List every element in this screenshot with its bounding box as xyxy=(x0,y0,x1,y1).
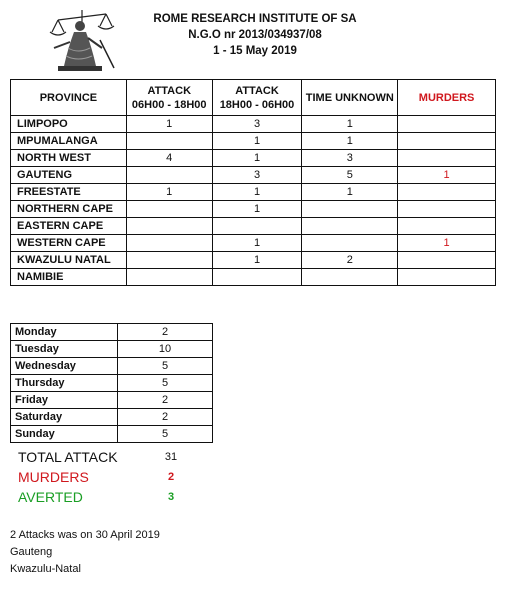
table-row: MPUMALANGA 1 1 xyxy=(11,133,496,150)
table-row: Monday 2 xyxy=(11,324,213,341)
table-header-row xyxy=(11,80,496,116)
averted-value: 3 xyxy=(167,491,175,503)
lady-justice-logo xyxy=(44,8,124,74)
note-line-2: Gauteng xyxy=(10,546,53,558)
murders-value: 2 xyxy=(167,471,175,483)
note-line-1: 2 Attacks was on 30 April 2019 xyxy=(10,529,160,541)
report-header xyxy=(150,11,360,59)
table-row: Tuesday 10 xyxy=(11,341,213,358)
table-row: KWAZULU NATAL 1 2 xyxy=(11,252,496,269)
averted-label: AVERTED xyxy=(18,489,83,505)
table-row: Thursday 5 xyxy=(11,375,213,392)
province-attack-table xyxy=(10,79,496,286)
table-row: WESTERN CAPE 1 1 xyxy=(11,235,496,252)
header-province: PROVINCE xyxy=(11,80,127,116)
table-row: GAUTENG 3 5 1 xyxy=(11,167,496,184)
table-row: Saturday 2 xyxy=(11,409,213,426)
table-row: NAMIBIE xyxy=(11,269,496,286)
header-attack-day: ATTACK 06H00 - 18H00 xyxy=(126,80,212,116)
table-row: FREESTATE 1 1 1 xyxy=(11,184,496,201)
ngo-number: N.G.O nr 2013/034937/08 xyxy=(188,29,322,41)
weekday-attack-table xyxy=(10,323,213,443)
table-row: Sunday 5 xyxy=(11,426,213,443)
header-murders: MURDERS xyxy=(398,80,496,116)
note-line-3: Kwazulu-Natal xyxy=(10,563,81,575)
total-attack-value: 31 xyxy=(164,451,178,463)
table-row: NORTHERN CAPE 1 xyxy=(11,201,496,218)
murders-label: MURDERS xyxy=(18,469,89,485)
total-attack-label: TOTAL ATTACK xyxy=(18,449,118,465)
header-attack-night: ATTACK 18H00 - 06H00 xyxy=(212,80,302,116)
table-row: LIMPOPO 1 3 1 xyxy=(11,116,496,133)
header-time-unknown: TIME UNKNOWN xyxy=(302,80,398,116)
table-row: Wednesday 5 xyxy=(11,358,213,375)
institute-name: ROME RESEARCH INSTITUTE OF SA xyxy=(153,13,357,25)
table-row: Friday 2 xyxy=(11,392,213,409)
report-period: 1 - 15 May 2019 xyxy=(213,45,297,57)
table-row: NORTH WEST 4 1 3 xyxy=(11,150,496,167)
table-row: EASTERN CAPE xyxy=(11,218,496,235)
